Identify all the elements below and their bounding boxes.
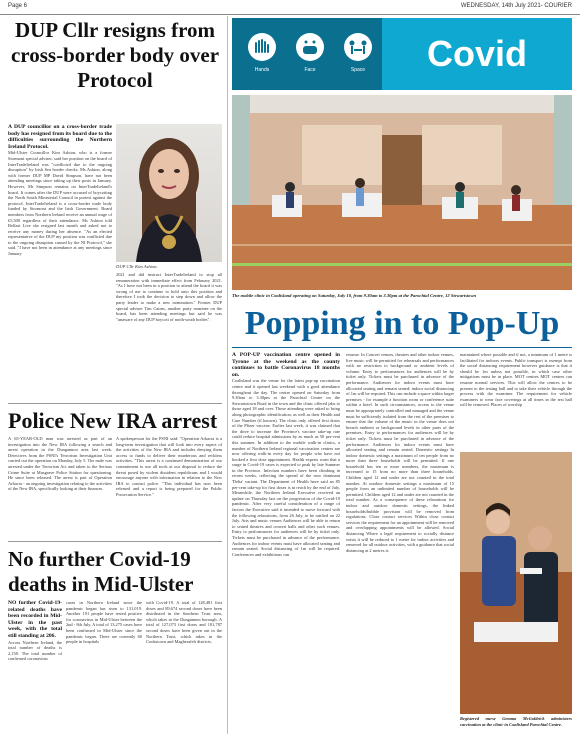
dup-headline: DUP Cllr resigns from cross-border body over Protocol: [10, 18, 220, 92]
face-mask-icon: [295, 32, 325, 62]
hands-icon-group: [240, 32, 284, 73]
banner-icons: [240, 32, 380, 73]
vaccination-hall-photo: [232, 95, 572, 290]
dup-body: Mid-Ulster Councillor Kim Ashton, who is a former Stormont special adviser, said her position on the board of InterTradeIreland was "conflicted due to the ongoing disruption" by Irish Sea border checks. Ms Ashton, along with former DUP MP David Simpson, have not been attending meetings since taking up their posts in January. However, Mr Simpson remains on InterTradeIreland's board. It comes after the DUP were accused of boycotting the North South Ministerial Council in protest against the protocol. InterTradeIreland is a cross-border trade body funded by Stormont and the Irish Government. Board members from Northern Ireland receive an annual wage of £5,500 regardless of their attendance. Ms Ashton told Belfast Live she resigned last month and asked not to receive any money during her absence. "As an elected representative of the DUP my position was conflicted due to the ongoing disruption caused by the NI Protocol," she said. "I have not been in attendance at any meetings since January: [8, 150, 112, 257]
page-number: Page 6: [8, 3, 28, 9]
covid-deaths-col3: [146, 600, 222, 732]
covid-deaths-col1-text: Across Northern Ireland, the total number of deaths is 2,158. The total number of confirmed coronavirus: [8, 639, 62, 662]
face-icon-group: [288, 32, 332, 73]
popup-col3-text: maintained where possible and if not, a minimum of 1 metre is facilitated for indoors events. Public transport is exempt from the social distancing requirement however guidance is that it should be 1m unless not possible, in which case other mitigations must be in place. MOT centres MOT centres can resume normal services. This will allow the centres to be present to the testing hall and to take their vehicle through the process with the examiner. The requirement for vehicle examiners to wear face coverings at all times in the test hall will be removed. Places of worship: [460, 352, 572, 408]
column-divider: [227, 16, 228, 734]
face-label: Face: [304, 67, 316, 73]
covid-deaths-col2: [66, 600, 142, 732]
dup-article-col1: [8, 124, 112, 272]
popup-col1: [232, 352, 340, 734]
ira-headline: Police New IRA arrest: [8, 408, 218, 433]
covid-deaths-lead: NO further Covid-19-related deaths have been recorded in Mid-Ulster in the past week, with the total still standing at 206.: [8, 600, 62, 639]
ira-col2-text: A spokesperson for the PSNI said: "Operation Arbacia is a long-term investigation that will look into every aspect of the activities of the New IRA and includes denying them access to funds to deliver their murderous and reckless activities. "This arrest is a continued demonstration of our commitment to use all tools at our disposal to reduce the threat posed by violent dissident republicans and I would encourage anyone with information in relation to the New IRA to contact police. "This individual has now been released and a report is being prepared for the Public Prosecution Service.": [116, 436, 222, 497]
space-label: Space: [350, 67, 366, 73]
dup-body-continued: 2021 and did instruct InterTradeIreland to stop all remuneration with immediate effect from February 2021. "As I have not been in a position to attend the board it was wrong of me to continue to hold onto this position and therefore I took the decision to step down and allow the party leader to make a new nomination." Former DUP special adviser Tim Cairns, another party nominee on the board, has been attending meetings but said he was "unaware of any DUP boycott of north-south bodies".: [116, 272, 222, 322]
nurse-photo-caption: Registered nurse Gemma McGoldrick administers vaccination at the clinic in Coalisland Parochial Centre.: [460, 716, 572, 727]
covid-banner: [232, 18, 572, 90]
headline-rule: [232, 347, 572, 348]
covid-deaths-col3-text: with Covid-19. A total of 128,481 first doses and 89,674 second doses have been distributed in the Southern Trust area, which takes in the Dungannon borough. A total of 127,073 first doses and 101,787 second doses have been given out in the Northern Trust, which takes in the Cookstown and Magherafelt districts.: [146, 600, 222, 645]
covid-banner-title: Covid: [426, 33, 527, 74]
popup-headline: Popping in to Pop-Up: [244, 305, 560, 342]
dup-article-col2: [116, 272, 222, 400]
popup-lead: A POP-UP vaccination centre opened in Tyrone at the weekend as the county continues to battle Coronavirus 18 months on.: [232, 352, 340, 378]
covid-deaths-col1: [8, 600, 62, 732]
dup-photo-caption: DUP Cllr Kim Ashton.: [116, 264, 158, 269]
popup-col3: [460, 352, 572, 447]
divider: [8, 541, 222, 542]
popup-col1-text: Coalisland was the venue for the latest pop-up vaccination centre and it opened last weekend with a good attendance throughout the day. The centre opened on Saturday from 9.30am to 3.30pm at the Parochial Centre on the Stewartstown Road in the town and the clinic offered jabs to those aged 18 and over. Those attending were asked to bring along photographic identification, as well as their Health and Care Number (if known). The clinic only offered first doses of the Pfizer vaccine. Earlier last week, it was claimed that the drive to increase the Province's vaccine take-up rate could reduce hospital admissions by as much as 50 per-cent this summer. In addition to the mobile walk-in clinics, a number of Northern Ireland regional vaccination centres are now offering walk-in every day for people who have not booked a first dose appointment. Health experts warn that a surge in Covid-19 cases is expected to peak by late Summer in the Province. Infection numbers have been climbing in recent weeks, reflecting the spread of the now dominant 'Delta' variant. The Department of Health have said an 85 per-cent take-up for first doses is in reach by the end of July. Meanwhile, the Northern Ireland Executive received an update on Thursday last on the progression of the Covid-19 pandemic. After very careful consideration of a range of factors the Executive said it intended to move forward with the following relaxations, from 26 July, to be ratified on 22 July. Arts and music venues Audiences will be able to return to seated theatres and concert halls and other such venues. Entry to performances for audiences will be by ticket only. Tickets must be purchased in advance of the performance. Audiences for indoor events must have allocated seating and remain seated. Social distancing of 1m will be required. Conferences and exhibitions can: [232, 378, 340, 557]
nurse-photo: [460, 452, 572, 714]
hall-illustration: [232, 95, 572, 290]
page-header: [0, 0, 580, 15]
distance-icon: [343, 32, 373, 62]
popup-col2: [346, 352, 454, 734]
covid-deaths-col2-text: cases in Northern Ireland since the pandemic began has risen to 131,019. Another 191 people have tested positive for coronavirus in Mid-Ulster between the 2nd - 8th July. A total of 13,275 cases have been confirmed in Mid-Ulster since the pandemic began. There are currently 60 people in hospitals: [66, 600, 142, 645]
hands-label: Hands: [254, 67, 270, 73]
dup-lead: A DUP councillor on a cross-border trade body has resigned from its board due to the difficulties surrounding the Northern Ireland Protocol.: [8, 124, 112, 150]
divider: [8, 403, 222, 404]
ira-col1-text: A 65-YEAR-OLD man was arrested as part of an investigation into the New IRA following a search and arrest operation in the Dungannon area last week. Detectives from the PSNI's Terrorism Investigation Unit carried out the operation on Monday, July 5. The male was arrested under the Terrorism Act and taken to the Serious Crime Suite at Musgrave Police Station for questioning. He since been released. The arrest is part of Operation Arbacia - an ongoing investigation relating to the activities of the New IRA, specifically looking at their finances.: [8, 436, 112, 492]
dateline: WEDNESDAY, 14th July 2021- COURIER: [460, 3, 572, 9]
space-icon-group: [336, 32, 380, 73]
kim-ashton-photo: [116, 124, 222, 262]
ira-col1: [8, 436, 112, 536]
covid-deaths-headline: No further Covid-19 deaths in Mid-Ulster: [8, 547, 194, 596]
ira-col2: [116, 436, 222, 536]
nurse-illustration: [460, 452, 572, 714]
hands-icon: [247, 32, 277, 62]
hall-photo-caption: The mobile clinic in Coalisland operating on Saturday, July 10, from 9.30am to 3.30pm at the Parochial Centre, 12 Stewartstown: [232, 293, 477, 298]
popup-col2-text: resume. In Concert venues, theatres and other indoor venues, live music will be permitted for rehearsals and performances with no restriction to background or ambient levels of volume. Entry to performances for audiences will be by ticket only. Tickets must be purchased in advance of the performance. Audiences for indoor events must have allocated seating and remain seated; indoor social distancing of 1m will be required. This can include a space within larger premises - for example a function room or conference suite within a hotel. In such circumstances, access to the venue must be appropriately controlled and managed and the venue must be sufficiently isolated from the rest of the premises to ensure that the volume of the music in the venue does not breach ambient or background levels in other parts of the premises. Entry to performances for audiences will be by ticket only. Tickets must be purchased in advance of the performance. Audiences for indoor events must have allocated seating and remain seated. Domestic settings In indoor domestic settings a maximum of ten people from no more than three households will be permitted. If one household has ten or more members, the maximum is increased to 15 from no more than three households. Children aged 12 and under are not counted in the total number. At outdoor domestic settings a maximum of 15 people from an unlimited number of households will be permitted. Children aged 12 and under are not counted in the total number. As a consequence of these relaxations for indoor and outdoor domestic settings, the linked households/bubble provision will be removed from regulations. Close contact services Within close contact services the requirement for an appointment will be removed and overlapping appointments will be allowed. Social distancing Where a legal requirement to socially distance exists it will be reduced to 1 metre for indoor activities and removed for all outdoor activities, with a guidance that social distancing at 2 metres is: [346, 352, 454, 553]
portrait-illustration: [116, 124, 222, 262]
